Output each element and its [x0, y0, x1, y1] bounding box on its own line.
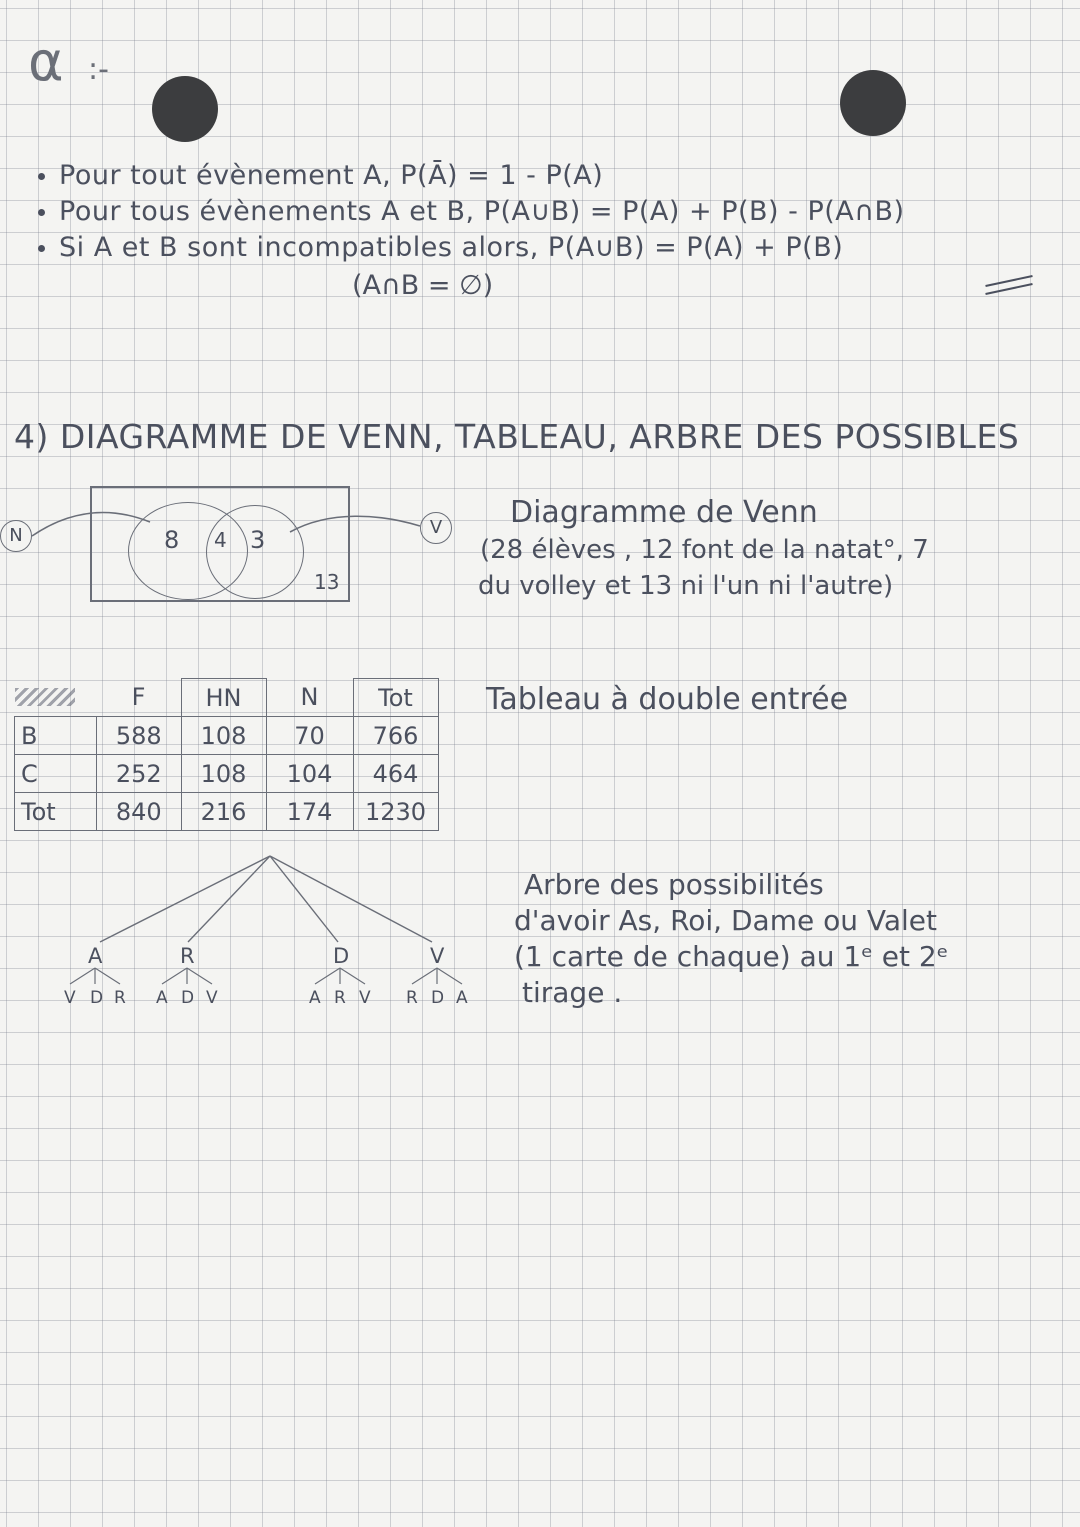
binder-hole-right	[840, 70, 906, 136]
table-cell: 216	[181, 793, 266, 831]
table-cell: 1230	[353, 793, 438, 831]
venn-label-n: N	[0, 520, 32, 552]
connector-v	[290, 516, 420, 532]
connector-n	[32, 513, 150, 536]
table-cell: 70	[266, 717, 353, 755]
table-row	[15, 717, 439, 755]
tree-sub-branch	[412, 968, 437, 984]
table-row-label: B	[15, 717, 97, 755]
table-caption: Tableau à double entrée	[486, 682, 849, 717]
formula-row-1	[38, 160, 603, 191]
tree-node-r: R	[180, 944, 195, 968]
tree-leaf: D	[181, 988, 195, 1008]
tree-sub-branch	[315, 968, 340, 984]
formula-text: Pour tout évènement A, P(Ā) = 1 - P(A)	[59, 160, 604, 191]
table-header-cell: Tot	[353, 679, 438, 717]
table-cell: 108	[181, 755, 266, 793]
venn-only-left: 8	[164, 526, 180, 554]
tree-caption-line-4: tirage .	[522, 976, 623, 1009]
table-cell: 104	[266, 755, 353, 793]
tree-branch	[270, 856, 432, 942]
tree-sub-branch	[162, 968, 187, 984]
tree-branch	[188, 856, 270, 942]
table-cell: 252	[97, 755, 182, 793]
bullet-dot	[38, 245, 45, 252]
tree-sub-branch	[95, 968, 120, 984]
formula-note: (A∩B = ∅)	[352, 270, 494, 301]
venn-caption-line-2: du volley et 13 ni l'un ni l'autre)	[478, 571, 894, 601]
table-header-cell: F	[131, 683, 146, 712]
venn-connectors	[0, 500, 460, 570]
tree-caption-line-3: (1 carte de chaque) au 1ᵉ et 2ᵉ	[514, 940, 949, 973]
section-title: 4) DIAGRAMME DE VENN, TABLEAU, ARBRE DES POSSIBLES	[14, 417, 1020, 456]
venn-intersection: 4	[214, 528, 227, 552]
binder-hole-left	[152, 76, 218, 142]
alpha-mark: :-	[88, 52, 109, 87]
tree-node-d: D	[333, 944, 350, 968]
table-cell: 174	[266, 793, 353, 831]
table-header-cell: HN	[181, 679, 266, 717]
table-cell: 464	[353, 755, 438, 793]
tree-caption-line-1: Arbre des possibilités	[524, 868, 824, 901]
tree-sub-branch	[340, 968, 365, 984]
formula-text: Si A et B sont incompatibles alors, P(A∪B) = P(A) + P(B)	[59, 232, 844, 263]
tree-branch	[270, 856, 338, 942]
tree-leaf: A	[309, 988, 321, 1008]
tree-leaf: V	[359, 988, 371, 1008]
tree-sub-branch	[187, 968, 212, 984]
bullet-dot	[38, 173, 45, 180]
alpha-symbol: α	[28, 30, 64, 93]
table-corner	[15, 679, 97, 717]
table-header-row	[15, 679, 439, 717]
table-row	[15, 755, 439, 793]
tree-leaf: R	[406, 988, 418, 1008]
tree-leaf: D	[90, 988, 104, 1008]
table-row-label: C	[15, 755, 97, 793]
formula-row-2	[38, 196, 905, 227]
table-header-cell: N	[300, 683, 319, 712]
table-cell: 766	[353, 717, 438, 755]
venn-caption-title: Diagramme de Venn	[510, 495, 818, 530]
formula-row-3	[38, 232, 843, 263]
table-cell: 588	[97, 717, 182, 755]
tree-branch	[100, 856, 270, 942]
table-cell: 108	[181, 717, 266, 755]
venn-label-v: V	[420, 512, 452, 544]
tree-node-a: A	[88, 944, 103, 968]
venn-neither: 13	[314, 570, 340, 594]
tree-sub-branch	[70, 968, 95, 984]
table-row-label: Tot	[15, 793, 97, 831]
tree-leaf: R	[114, 988, 126, 1008]
double-entry-table	[14, 678, 439, 831]
tree-sub-branch	[437, 968, 462, 984]
tree-leaf: R	[334, 988, 346, 1008]
tree-leaf: A	[456, 988, 468, 1008]
tree-leaf: V	[206, 988, 218, 1008]
hatched-corner	[15, 688, 75, 706]
venn-caption-line-1: (28 élèves , 12 font de la natat°, 7	[480, 535, 929, 565]
tree-caption-line-2: d'avoir As, Roi, Dame ou Valet	[514, 904, 937, 937]
table-row	[15, 793, 439, 831]
tree-leaf: A	[156, 988, 168, 1008]
tree-leaf: D	[431, 988, 445, 1008]
venn-only-right: 3	[250, 526, 266, 554]
bullet-dot	[38, 209, 45, 216]
tree-leaf: V	[64, 988, 76, 1008]
tree-node-v: V	[430, 944, 445, 968]
formula-text: Pour tous évènements A et B, P(A∪B) = P(A) + P(B) - P(A∩B)	[59, 196, 905, 227]
table-cell: 840	[97, 793, 182, 831]
